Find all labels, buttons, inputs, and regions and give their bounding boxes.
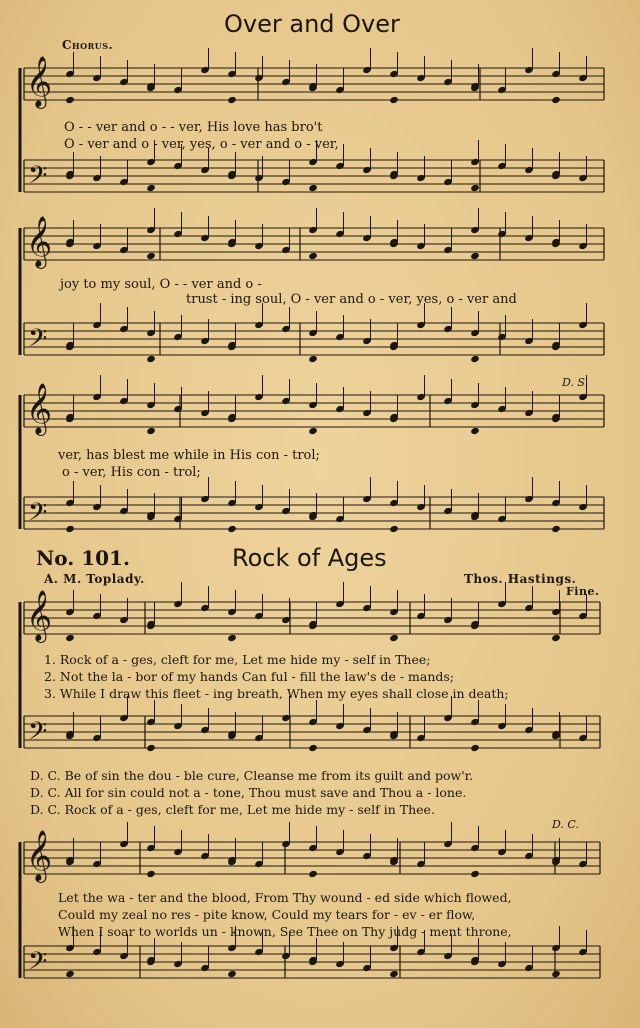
clef-icon: 𝄞 xyxy=(26,590,53,641)
song-title-over-and-over: Over and Over xyxy=(224,10,400,38)
composer-credit: Thos. Hastings. xyxy=(464,572,577,586)
note-head xyxy=(146,870,156,878)
clef-icon: 𝄢 xyxy=(28,498,48,533)
note-head xyxy=(308,252,318,260)
note-head xyxy=(65,525,75,533)
clef-icon: 𝄞 xyxy=(26,56,53,107)
verse-line-3: 3. While I draw this fleet - ing breath, When my eyes shall close in death; xyxy=(44,686,509,701)
lyric-line: O - - ver and o - - ver, His love has bro't xyxy=(64,120,323,135)
lyric-line: joy to my soul, O - - ver and o - xyxy=(60,277,262,292)
note-head xyxy=(146,355,156,363)
clef-icon: 𝄢 xyxy=(28,947,48,982)
note-head xyxy=(470,744,480,752)
ds-label: D. S. xyxy=(562,376,589,389)
verse-line-2: 2. Not the la - bor of my hands Can ful - fill the law's de - mands; xyxy=(44,669,455,684)
lyric-line: ver, has blest me while in His con - trol; xyxy=(58,448,320,463)
note-head xyxy=(470,355,480,363)
hymn-number: No. 101. xyxy=(36,546,130,570)
note-head xyxy=(470,427,480,435)
note-head xyxy=(227,634,237,642)
note-head xyxy=(389,634,399,642)
lyric-line: trust - ing soul, O - ver and o - ver, yes, o - ver and xyxy=(186,292,517,307)
note-head xyxy=(308,184,318,192)
note-head xyxy=(146,252,156,260)
note-head xyxy=(146,744,156,752)
note-head xyxy=(470,870,480,878)
song-title-rock-of-ages: Rock of Ages xyxy=(232,544,387,572)
clef-icon: 𝄢 xyxy=(28,717,48,752)
note-head xyxy=(227,96,237,104)
lyric-line: O - ver and o - ver, yes, o - ver and o - ver, xyxy=(64,137,339,152)
note-head xyxy=(470,184,480,192)
clef-icon: 𝄢 xyxy=(28,161,48,196)
note-head xyxy=(551,634,561,642)
verse-line-bottom-2: Could my zeal no res - pite know, Could my tears for - ev - er flow, xyxy=(58,907,476,922)
verse-line-bottom-3: When I soar to worlds un - known, See Thee on Thy judg - ment throne, xyxy=(58,924,512,939)
verse-line-1: 1. Rock of a - ges, cleft for me, Let me hide my - self in Thee; xyxy=(44,652,431,667)
author-credit: A. M. Toplady. xyxy=(44,572,145,586)
note-head xyxy=(470,252,480,260)
note-head xyxy=(551,525,561,533)
note-head xyxy=(551,970,561,978)
note-head xyxy=(227,970,237,978)
note-head xyxy=(308,870,318,878)
note-head xyxy=(65,96,75,104)
lyric-line: o - ver, His con - trol; xyxy=(62,465,201,480)
note-head xyxy=(65,634,75,642)
note-head xyxy=(146,184,156,192)
dc-line-3: D. C. Rock of a - ges, cleft for me, Let me hide my - self in Thee. xyxy=(30,802,435,817)
dc-line-1: D. C. Be of sin the dou - ble cure, Cleanse me from its guilt and pow'r. xyxy=(30,768,474,783)
dc-line-2: D. C. All for sin could not a - tone, Thou must save and Thou a - lone. xyxy=(30,785,467,800)
note-head xyxy=(308,744,318,752)
note-head xyxy=(65,970,75,978)
note-head xyxy=(389,525,399,533)
clef-icon: 𝄞 xyxy=(26,830,53,881)
clef-icon: 𝄞 xyxy=(26,216,53,267)
dc-label: D. C. xyxy=(552,818,579,831)
note-head xyxy=(146,427,156,435)
chorus-label: Chorus. xyxy=(62,38,114,52)
note-head xyxy=(308,355,318,363)
note-head xyxy=(389,970,399,978)
note-head xyxy=(308,427,318,435)
note-head xyxy=(227,525,237,533)
note-head xyxy=(389,96,399,104)
verse-line-bottom-1: Let the wa - ter and the blood, From Thy wound - ed side which flowed, xyxy=(58,890,512,905)
clef-icon: 𝄞 xyxy=(26,383,53,434)
note-head xyxy=(551,96,561,104)
fine-label: Fine. xyxy=(566,585,600,598)
clef-icon: 𝄢 xyxy=(28,324,48,359)
